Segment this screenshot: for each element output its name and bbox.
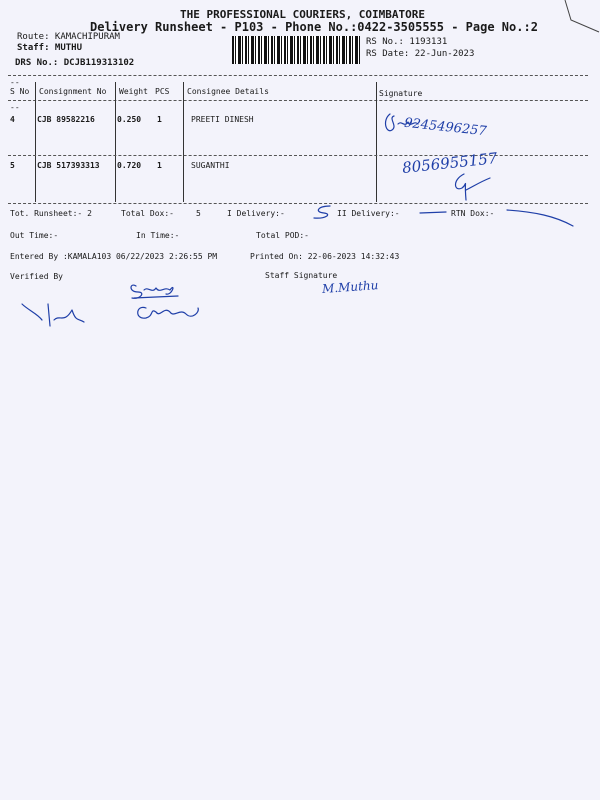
ii-delivery-mark	[418, 208, 448, 216]
row1-consignee: PREETI DINESH	[191, 115, 254, 124]
row1-pcs: 1	[157, 115, 162, 124]
ii-delivery-label: II Delivery:-	[337, 209, 400, 218]
route-label: Route: KAMACHIPURAM	[17, 32, 120, 42]
verified-by-label: Verified By	[10, 272, 63, 281]
runsheet-title: Delivery Runsheet - P103 - Phone No.:0422-3505555 - Page No.:2	[90, 20, 538, 34]
col-header-pcs: PCS	[155, 87, 170, 96]
row2-consignee: SUGANTHI	[191, 161, 230, 170]
table-header-rule	[8, 100, 588, 101]
row2-signature-note: 8056955157	[401, 149, 499, 177]
i-delivery-label: I Delivery:-	[227, 209, 285, 218]
row2-pcs: 1	[157, 161, 162, 170]
row1-weight: 0.250	[117, 115, 142, 124]
in-time-label: In Time:-	[136, 231, 180, 240]
staff-signature-label: Staff Signature	[265, 271, 338, 280]
row2-signature-scribble	[446, 170, 496, 204]
rtn-dox-mark	[505, 206, 575, 228]
col-header-weight: Weight	[119, 87, 148, 96]
tot-runsheet: Tot. Runsheet:- 2	[10, 209, 92, 218]
rs-number: RS No.: 1193131	[366, 37, 448, 47]
row-separator	[8, 155, 588, 156]
row1-sno: 4	[10, 115, 15, 124]
total-pod-label: Total POD:-	[256, 231, 309, 240]
total-dox-value: 5	[196, 209, 201, 218]
printed-on: Printed On: 22-06-2023 14:32:43	[250, 252, 400, 261]
staff-signature-ink: M.Muthu	[321, 278, 379, 296]
company-title: THE PROFESSIONAL COURIERS, COIMBATORE	[180, 8, 426, 21]
page-corner-mark	[563, 0, 600, 34]
col-header-consignee: Consignee Details	[187, 87, 269, 96]
i-delivery-mark	[310, 204, 340, 220]
drs-number: DRS No.: DCJB119313102	[15, 58, 135, 68]
row2-weight: 0.720	[117, 161, 142, 170]
table-bottom-rule	[8, 203, 588, 204]
verified-mark	[18, 298, 88, 332]
rtn-dox-label: RTN Dox:-	[451, 209, 495, 218]
entered-by: Entered By :KAMALA103 06/22/2023 2:26:55 PM	[10, 252, 218, 261]
row1-consignment: CJB 89582216	[37, 115, 95, 124]
row1-signature-note: 9245496257	[403, 115, 488, 140]
staff-label: Staff: MUTHU	[17, 43, 83, 53]
table-top-rule	[8, 75, 588, 76]
col-header-sno: S No	[10, 87, 30, 96]
total-dox-label: Total Dox:-	[121, 209, 174, 218]
col-header-signature: Signature	[379, 89, 423, 98]
row2-sno: 5	[10, 161, 15, 170]
verifier-signature	[126, 278, 206, 326]
col-header-consignment: Consignment No	[39, 87, 107, 96]
rs-date: RS Date: 22-Jun-2023	[366, 49, 475, 59]
row2-consignment: CJB 517393313	[37, 161, 100, 170]
barcode-image	[232, 36, 360, 64]
out-time-label: Out Time:-	[10, 231, 59, 240]
